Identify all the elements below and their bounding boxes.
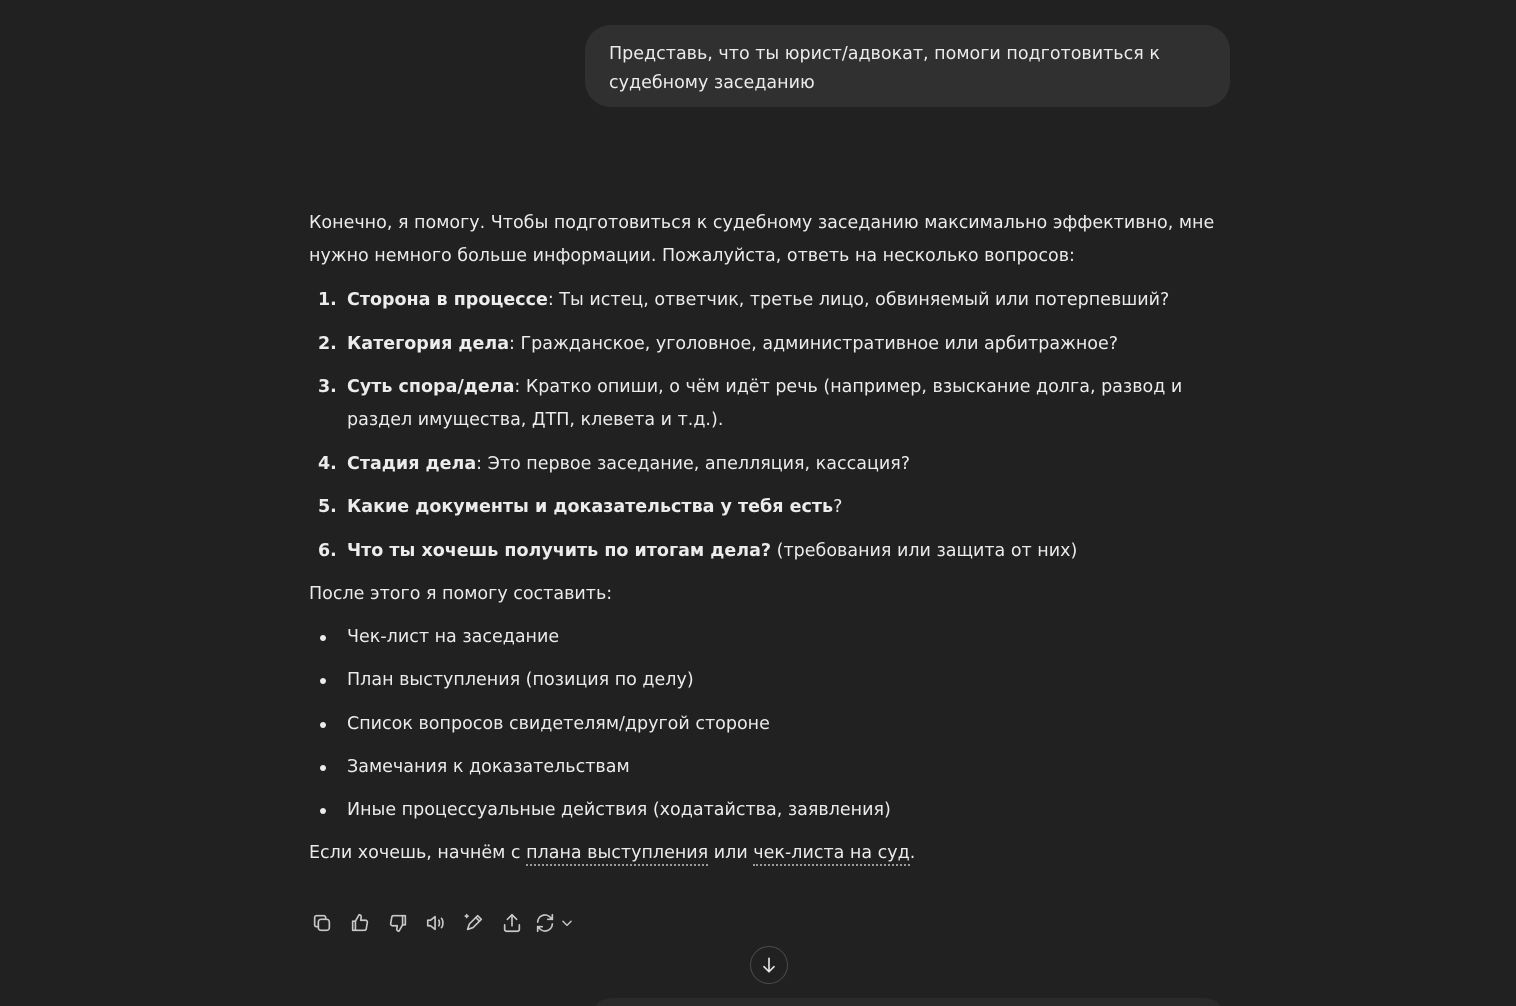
questions-list (309, 284, 1239, 568)
question-title: Стадия дела (347, 453, 477, 474)
thumbs-down-icon (387, 912, 409, 934)
message-actions-bar (303, 904, 581, 942)
read-aloud-icon (425, 912, 447, 934)
question-number: 4. (318, 453, 337, 474)
question-title: Категория дела (347, 333, 510, 354)
copy-icon (311, 912, 333, 934)
question-title: Какие документы и доказательства у тебя есть (347, 497, 834, 517)
bullet-icon (320, 722, 326, 728)
checklist-link[interactable]: чек-листа на суд (753, 843, 909, 866)
question-item (309, 448, 1239, 481)
regenerate-icon (534, 912, 556, 934)
question-title: Суть спора/дела (347, 377, 515, 397)
chevron-down-icon (556, 916, 578, 930)
question-number: 5. (318, 497, 337, 517)
question-item (309, 284, 1239, 317)
question-item (309, 535, 1239, 568)
list-item-text: Иные процессуальные действия (ходатайства, заявления) (347, 800, 891, 821)
list-item-text: План выступления (позиция по делу) (347, 670, 694, 691)
user-message-line-2: судебному заседанию (609, 73, 815, 93)
copy-button[interactable] (303, 904, 341, 942)
plan-link[interactable]: плана выступления (526, 843, 708, 866)
edit-in-canvas-button[interactable] (455, 904, 493, 942)
question-number: 3. (318, 377, 337, 397)
scroll-to-bottom-button[interactable] (750, 946, 788, 984)
bullet-icon (320, 808, 326, 814)
good-response-button[interactable] (341, 904, 379, 942)
final-prefix: Если хочешь, начнём с (309, 843, 527, 864)
share-icon (501, 912, 523, 934)
list-item (309, 664, 1239, 697)
question-item (309, 328, 1239, 361)
read-aloud-button[interactable] (417, 904, 455, 942)
question-item (309, 371, 1239, 437)
bullet-icon (320, 635, 326, 641)
question-text: (требования или защита от них) (771, 540, 1078, 561)
assistant-message (309, 207, 1239, 870)
edit-icon (463, 912, 485, 934)
list-item-text: Замечания к доказательствам (347, 756, 630, 777)
list-item (309, 621, 1239, 654)
composer-input-area[interactable] (590, 998, 1226, 1006)
final-suffix: . (909, 843, 916, 864)
list-item-text: Список вопросов свидетелям/другой стороне (347, 713, 770, 734)
assistant-final-text (309, 837, 1239, 870)
arrow-down-icon (759, 955, 779, 975)
final-middle: или (708, 843, 754, 864)
question-title: Сторона в процессе (347, 290, 548, 310)
bullet-icon (320, 765, 326, 771)
question-text: ? (833, 497, 843, 517)
question-text: : Это первое заседание, апелляция, кассация? (476, 453, 911, 474)
regenerate-button[interactable] (531, 904, 581, 942)
question-number: 6. (318, 540, 337, 561)
user-message-bubble (585, 25, 1230, 107)
thumbs-up-icon (349, 912, 371, 934)
list-item (309, 751, 1239, 784)
question-text: : Кратко опиши, о чём идёт речь (например, взыскание долга, развод и раздел имущества, ДТП, клевета и т.д.). (347, 377, 1183, 430)
share-button[interactable] (493, 904, 531, 942)
assistant-intro: Конечно, я помогу. Чтобы подготовиться к судебному заседанию максимально эффективно, мне нужно немного больше информации. Пожалуйста, ответь на несколько вопросов: (309, 213, 1215, 266)
question-text: : Ты истец, ответчик, третье лицо, обвиняемый или потерпевший? (547, 290, 1170, 310)
user-message-line-1: Представь, что ты юрист/адвокат, помоги подготовиться к (609, 44, 1160, 64)
list-item (309, 708, 1239, 741)
question-title: Что ты хочешь получить по итогам дела? (347, 540, 772, 561)
bad-response-button[interactable] (379, 904, 417, 942)
question-number: 2. (318, 333, 337, 354)
list-item-text: Чек-лист на заседание (347, 627, 560, 647)
list-item (309, 794, 1239, 827)
question-text: : Гражданское, уголовное, административное или арбитражное? (509, 333, 1119, 354)
assistant-after-text: После этого я помогу составить: (309, 584, 613, 604)
question-item (309, 491, 1239, 524)
question-number: 1. (318, 290, 337, 310)
deliverables-list (309, 621, 1239, 827)
bullet-icon (320, 678, 326, 684)
